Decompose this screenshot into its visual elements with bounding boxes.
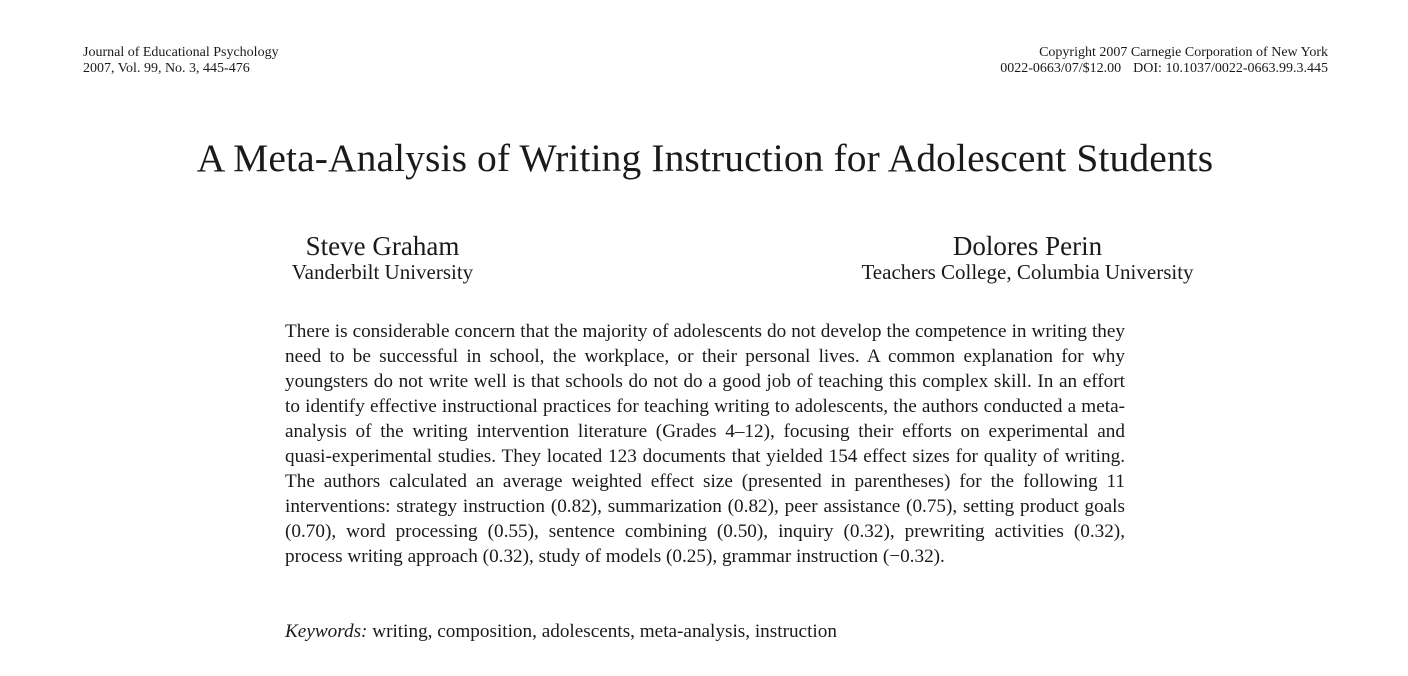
- keywords-list: writing, composition, adolescents, meta-analysis, instruction: [372, 621, 837, 642]
- author-block-2: [846, 232, 1209, 284]
- keywords-label: Keywords:: [285, 621, 368, 642]
- journal-header-right: [1000, 45, 1328, 76]
- abstract: There is considerable concern that the majority of adolescents do not develop the competence in writing they need to be successful in school, the workplace, or their personal lives. A common explanation for why youngsters do not write well is that schools do not do a good job of teaching this complex skill. In an effort to identify effective instructional practices for teaching writing to adolescents, the authors conducted a meta-analysis of the writing intervention literature (Grades 4–12), focusing their efforts on experimental and quasi-experimental studies. They located 123 documents that yielded 154 effect sizes for quality of writing. The authors calculated an average weighted effect size (presented in parentheses) for the following 11 interventions: strategy instruction (0.82), summarization (0.82), peer assistance (0.75), setting product goals (0.70), word processing (0.55), sentence combining (0.50), inquiry (0.32), prewriting activities (0.32), process writing approach (0.32), study of models (0.25), grammar instruction (−0.32).: [285, 321, 1125, 567]
- doi: DOI: 10.1037/0022-0663.99.3.445: [1133, 60, 1328, 76]
- copyright-notice: Copyright 2007 Carnegie Corporation of New York: [1039, 45, 1328, 60]
- volume-info: 2007, Vol. 99, No. 3, 445-476: [83, 60, 250, 76]
- author-name: Steve Graham: [305, 231, 460, 261]
- paper-title: A Meta-Analysis of Writing Instruction for Adolescent Students: [196, 136, 1214, 180]
- author-affiliation: Teachers College, Columbia University: [861, 260, 1194, 284]
- journal-header-left: [83, 45, 279, 76]
- keywords: [285, 619, 837, 644]
- author-name: Dolores Perin: [952, 231, 1103, 261]
- author-block-1: [283, 232, 482, 284]
- issn-price: 0022-0663/07/$12.00: [1000, 60, 1122, 76]
- author-affiliation: Vanderbilt University: [291, 260, 474, 284]
- issn-doi-line: [1000, 61, 1328, 77]
- journal-name: Journal of Educational Psychology: [83, 45, 279, 60]
